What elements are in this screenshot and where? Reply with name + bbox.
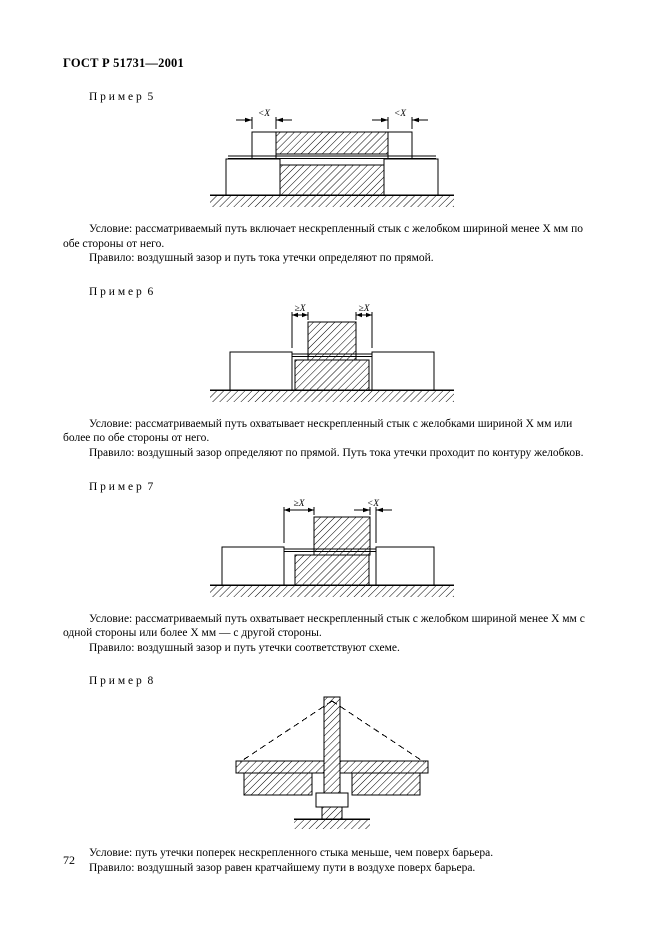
ground [294,819,370,829]
dimension-right [372,109,428,129]
center-pedestal [295,360,369,390]
right-lower-block [352,773,420,795]
example-6-condition: Условие: рассматриваемый путь охватывает нескрепленный стык с желобками шириной X мм или более по обе стороны от него. [63,417,573,445]
barrier-socket-piece [316,793,348,807]
example-5-label: П р и м е р 5 [89,91,154,103]
example-8-label: П р и м е р 8 [89,675,154,688]
example-7-rule: Правило: воздушный зазор и путь утечки соответствуют схеме. [89,641,400,654]
dimension-left-label: <X [257,109,271,119]
cover-bar [276,132,388,154]
ground [210,195,454,207]
dimension-right-label: <X [366,498,380,509]
example-5-figure [63,107,601,212]
example-5-condition: Условие: рассматриваемый путь включает нескрепленный стык с желобком шириной менее X мм по обе стороны от него. [63,223,583,250]
example-8-condition: Условие: путь утечки поперек нескрепленного стыка меньше, чем поверх барьера. [89,847,494,860]
example-5-drawing [192,107,472,207]
example-8-drawing [192,691,472,831]
left-block [222,547,284,585]
example-7-drawing [192,497,472,597]
left-plate [236,761,324,773]
example-7-label: П р и м е р 7 [89,480,154,493]
left-base-block [226,159,280,195]
right-base-block [384,159,438,195]
example-6-drawing [192,302,472,402]
example-7-section [63,481,601,656]
example-6-label: П р и м е р 6 [89,285,154,298]
right-block [372,352,434,390]
ground [210,585,454,597]
example-8-figure [63,691,601,836]
left-block [230,352,292,390]
dimension-left [292,304,308,348]
barrier-foot [322,807,342,819]
left-lower-block [244,773,312,795]
dimension-right-label: <X [393,109,407,119]
example-8-rule: Правило: воздушный зазор равен кратчайшему пути в воздухе поверх барьера. [89,861,476,874]
right-block [376,547,434,585]
left-support-post [252,132,276,159]
dimension-left-label: ≥X [293,498,305,509]
document-title: ГОСТ Р 51731—2001 [63,56,184,70]
dimension-left [284,499,314,543]
example-6-figure [63,302,601,407]
right-support-post [388,132,412,159]
example-7-condition: Условие: рассматриваемый путь охватывает нескрепленный стык с желобком шириной менее X мм с одной стороны или более X мм — с другой стороны. [63,612,585,640]
dimension-left-label: ≥X [294,303,306,314]
example-8-section [63,675,601,875]
example-7-figure [63,497,601,602]
dimension-right [356,304,372,348]
ground [210,390,454,402]
right-plate [340,761,428,773]
center-base-block [280,165,384,195]
example-5-rule: Правило: воздушный зазор и путь тока утечки определяют по прямой. [89,252,434,265]
barrier [324,697,340,793]
dimension-right-label: ≥X [358,303,370,314]
example-5-section [63,91,601,266]
example-6-rule: Правило: воздушный зазор определяют по прямой. Путь тока утечки проходит по контуру желобков. [89,446,584,459]
center-pedestal [295,555,369,585]
dimension-left [236,109,292,129]
page-number: 72 [63,853,75,867]
example-6-section [63,286,601,461]
